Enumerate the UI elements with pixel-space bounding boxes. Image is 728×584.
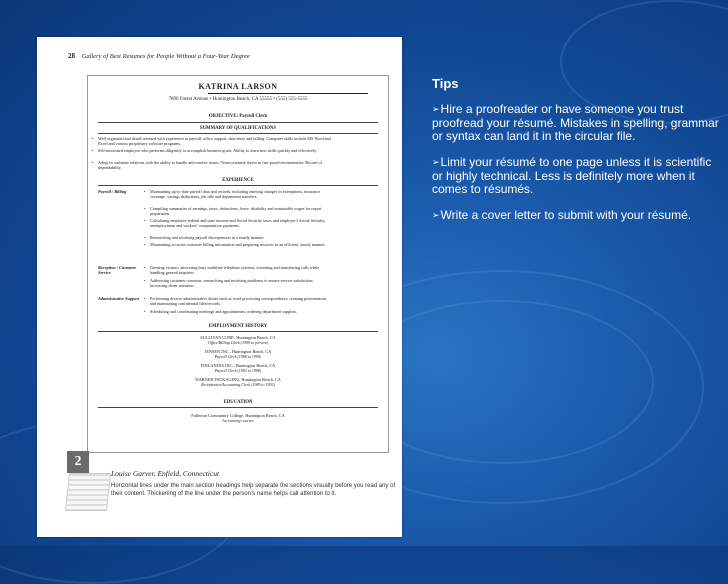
name-underline [208, 93, 368, 94]
employment-role: Payroll Clerk (1992 to 1998) [214, 368, 262, 374]
summary-item: • Self-motivated employee who performs diligently to accomplish business goals. Ability to learn new skills quickly and effectively. [98, 148, 338, 153]
experience-bullet: • Addressing customer concerns, researching and resolving problems to ensure service satisfaction, increasing client retention. [150, 278, 330, 288]
tip-item [432, 103, 722, 143]
employment-company: FINLANDIA INC., Huntington Beach, CA [200, 363, 276, 368]
employment-heading: EMPLOYMENT HISTORY [208, 324, 268, 329]
employment-entry [88, 349, 388, 359]
experience-bullet: • Maintaining accurate customer billing information and preparing invoices in an efficient, timely manner. [150, 242, 330, 247]
page-number: 28 [68, 52, 75, 60]
education-heading: EDUCATION [223, 400, 253, 405]
resume-name: KATRINA LARSON [198, 82, 278, 91]
section-divider [98, 331, 378, 332]
experience-bullet: • Researching and resolving payroll discrepancies in a timely manner. [150, 235, 330, 240]
experience-bullet: • Calculating employee federal and state income and Social Security taxes and employer's Social Security, unemployment and workers' compensation payments. [150, 218, 330, 228]
tip-text: Hire a proofreader or have someone you trust proofread your résumé. Mistakes in spelling, grammar or syntax can land it in the circular file. [432, 102, 719, 143]
caption-text: Horizontal lines under the main section headings help separate the sections visually before you read any of their content. Thickening of the line under the person's name helps call attention to it. [111, 483, 396, 497]
experience-label: Reception / Customer Service [98, 265, 137, 276]
employment-company: SULLIVAN CORP., Huntington Beach, CA [200, 335, 276, 340]
employment-role: Receptionist/Accounting Clerk (1989 to 1992) [201, 382, 275, 388]
experience-label: Administrative Support [98, 296, 140, 301]
employment-entry [88, 377, 388, 387]
tips-title: Tips [432, 76, 459, 91]
arrow-bullet-icon: ➢ [432, 104, 440, 114]
employment-company: JENSEN INC., Huntington Beach, CA [204, 349, 272, 354]
summary-heading: SUMMARY OF QUALIFICATIONS [199, 126, 277, 131]
resume-page-image [37, 37, 402, 537]
education-detail: Accounting courses [222, 418, 254, 424]
resume [87, 75, 389, 453]
employment-role: Payroll Clerk (1998 to 1999) [214, 354, 262, 360]
book-title: Gallery of Best Resumes for People Without a Four-Year Degree [81, 53, 250, 60]
arrow-bullet-icon: ➢ [432, 157, 440, 167]
experience-bullet: • Compiling summaries of earnings, taxes, deductions, leave, disability and nontaxable wages for report preparation. [150, 206, 330, 216]
summary-item: • Well-organized and detail-oriented with experience in payroll, office support, data entry and billing. Computer skills include MS Word and Excel and various proprietary software programs. [98, 136, 338, 146]
pages-illustration [65, 473, 111, 511]
section-divider [98, 185, 378, 186]
example-number-badge: 2 [67, 451, 89, 473]
tips-panel [432, 76, 722, 236]
objective: OBJECTIVE: Payroll Clerk [208, 114, 268, 119]
tip-item [432, 156, 722, 196]
education-school: Fullerton Community College, Huntington Beach, CA [191, 413, 285, 418]
summary-item: • Adept in customer relations with the ability to handle and resolve issues. Team-oriented; thrive in fast-paced environments. Record of dependability. [98, 160, 338, 170]
experience-bullet: • Maintaining up-to-date payroll data and records, including entering changes in exemptions, insurance coverage, savings deductions, job title and department transfers. [150, 189, 330, 199]
experience-bullet: • Greeting visitors; answering busy multiline telephone systems; screening and transferring calls while handling general inquiries. [150, 265, 330, 275]
employment-entry [88, 363, 388, 373]
tip-item [432, 209, 722, 223]
experience-heading: EXPERIENCE [222, 178, 254, 183]
section-divider [98, 407, 378, 408]
section-divider [98, 122, 378, 123]
education-entry [88, 413, 388, 423]
arrow-bullet-icon: ➢ [432, 210, 440, 220]
experience-bullet: • Scheduling and coordinating meetings and appointments; ordering department supplies. [150, 309, 330, 314]
tip-text: Write a cover letter to submit with your résumé. [440, 208, 692, 222]
employment-company: WARNER PACKAGING, Huntington Beach, CA [195, 377, 281, 382]
section-divider [98, 133, 378, 134]
caption-author: Louise Garver, Enfield, Connecticut [111, 469, 220, 478]
tip-text: Limit your résumé to one page unless it is scientific or highly technical. Less is definitely more when it comes to résumés. [432, 155, 712, 196]
experience-bullet: • Performing diverse administrative duties such as word processing correspondence, creating presentations and maintaining confidential files/records. [150, 296, 330, 306]
page-header [68, 52, 250, 60]
experience-label: Payroll / Billing [98, 189, 127, 194]
employment-entry [88, 335, 388, 345]
resume-address: 7890 Forest Avenue • Huntington Beach, CA 55555 • (555) 555-5555 [168, 97, 308, 102]
employment-role: Office/Billing Clerk (1999 to present) [207, 340, 269, 346]
